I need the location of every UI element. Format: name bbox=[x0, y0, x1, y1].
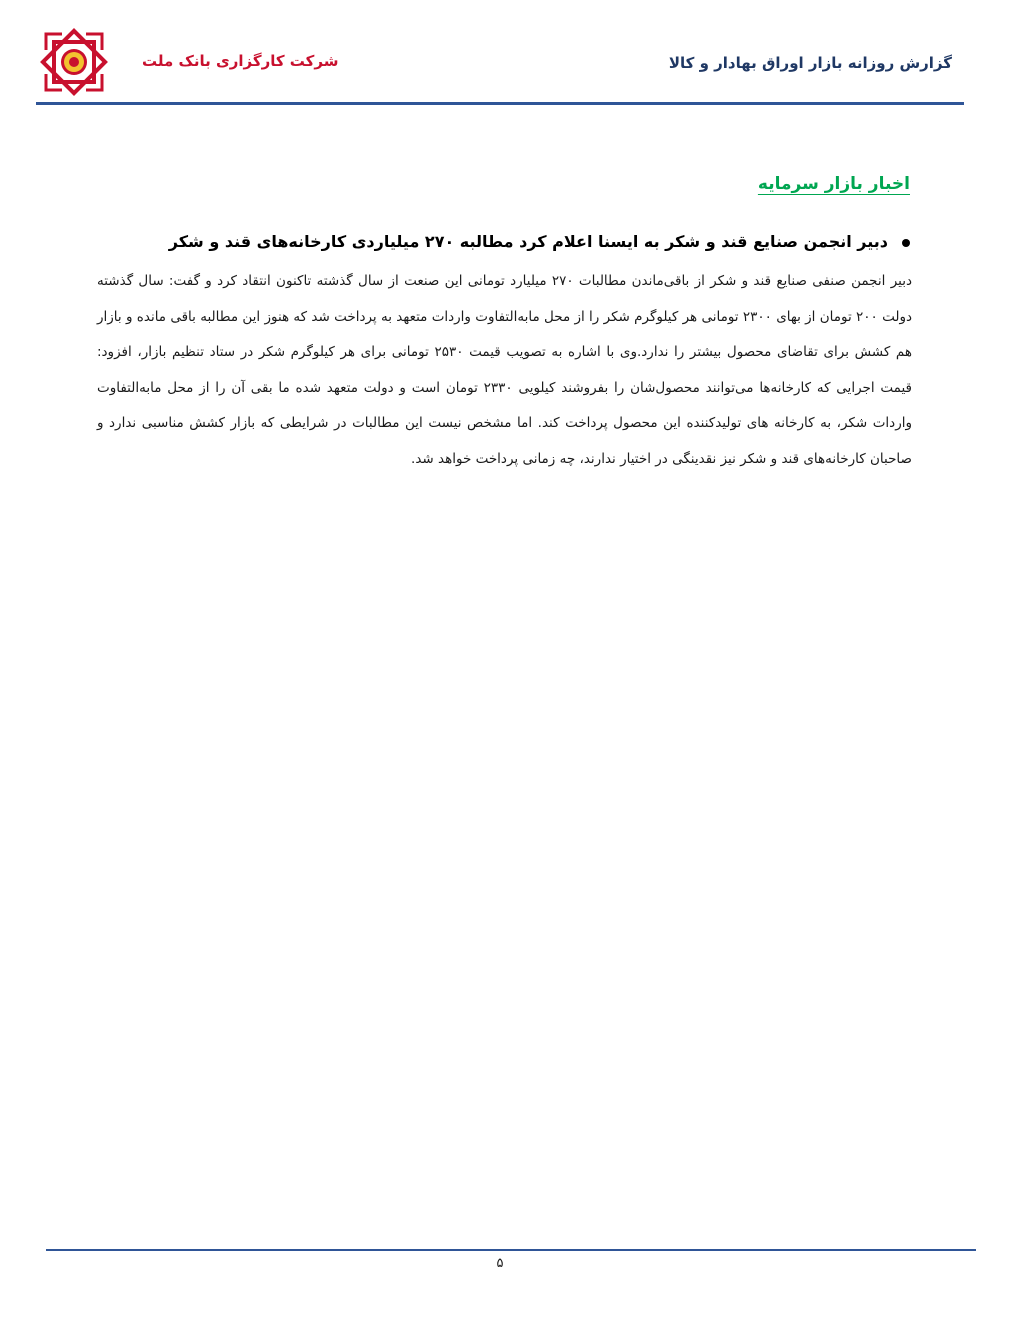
news-headline-text: دبیر انجمن صنایع قند و شکر به ایسنا اعلام کرد مطالبه ۲۷۰ میلیاردی کارخانه‌های قند و شکر bbox=[168, 232, 888, 251]
bullet-icon bbox=[902, 239, 910, 247]
news-body: دبیر انجمن صنفی صنایع قند و شکر از باقی‌ماندن مطالبات ۲۷۰ میلیارد تومانی این صنعت از سال گذشته تاکنون انتقاد کرد و گفت: سال گذشته دولت ۲۰۰ تومان از بهای ۲۳۰۰ تومانی هر کیلوگرم شکر را از محل مابه‌التفاوت واردات متعهد به پرداخت شد که هنوز این مطالبه باقی مانده و بازار هم کشش برای تقاضای محصول بیشتر را ندارد.وی با اشاره به تصویب قیمت ۲۵۳۰ تومانی برای هر کیلوگرم شکر در ستاد تنظیم بازار، افزود: قیمت اجرایی که کارخانه‌ها می‌توانند محصول‌شان را بفروشند کیلویی ۲۳۳۰ تومان است و دولت متعهد شده ما بقی آن را از محل مابه‌التفاوت واردات شکر، به کارخانه های تولیدکننده این محصول پرداخت کند. اما مشخص نیست این مطالبات در شرایطی که بازار کشش مناسبی ندارد و صاحبان کارخانه‌های قند و شکر نیز نقدینگی در اختیار ندارند، چه زمانی پرداخت خواهد شد. bbox=[97, 273, 912, 467]
section-title: اخبار بازار سرمایه bbox=[757, 174, 910, 194]
news-headline bbox=[110, 232, 910, 251]
company-name: شرکت کارگزاری بانک ملت bbox=[142, 52, 339, 70]
page-number: ۵ bbox=[496, 1256, 504, 1271]
footer-divider bbox=[46, 1249, 976, 1251]
report-title: گزارش روزانه بازار اوراق بهادار و کالا bbox=[668, 54, 952, 72]
header-divider bbox=[36, 102, 964, 105]
bank-mellat-logo-icon bbox=[40, 28, 108, 96]
